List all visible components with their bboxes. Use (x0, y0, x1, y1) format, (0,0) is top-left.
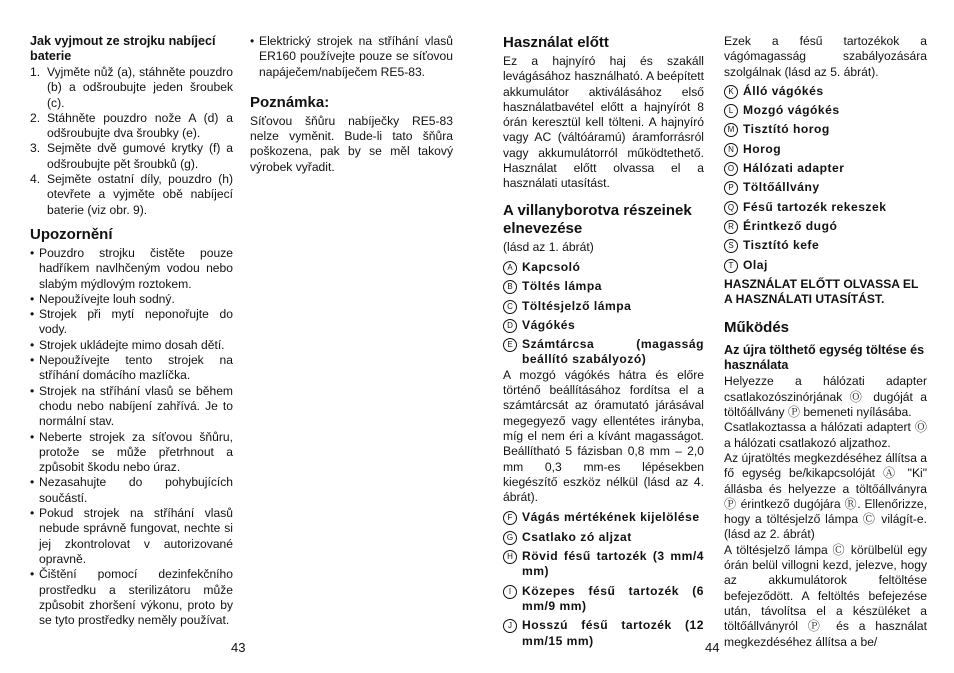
list-item: 2. Stáhněte pouzdro nože A (d) a odšroubujte dva šroubky (e). (30, 110, 233, 141)
warning-heading: Upozornění (30, 225, 113, 243)
charging-heading: Az újra tölthető egység töltése és használata (724, 343, 925, 373)
letter-circle-icon: S (724, 239, 738, 253)
parts-list-c (724, 84, 927, 273)
charging-text-3: Az újratöltés megkezdéséhez állítsa a fő egység be/kikapcsolóját Ⓐ "Ki" állásba és helyezze a töltőállványra Ⓟ érintkező dugójára Ⓡ. Ellenőrizze, hogy a töltésjelző lámpa Ⓒ világít-e. (lásd az 2. ábrát) (724, 450, 928, 542)
before-use-text: Ez a hajnyíró haj és szakáll levágásához használható. A beépített akkumulátor aktiválásához első használatbavétel előtt a hajnyírót 8 órán keresztül kell tölteni. A hajnyíró vagy AC (váltóáramú) áramforrásról vagy akkumulátorról működtethető. Használat előtt olvassa el a használati utasítást. (503, 54, 704, 191)
letter-circle-icon: T (724, 259, 738, 273)
warning-list (30, 246, 233, 628)
list-item: K Álló vágókés (724, 84, 927, 99)
list-item: I Közepes fésű tartozék (6 mm/9 mm) (503, 584, 704, 615)
letter-circle-icon: M (724, 123, 738, 137)
battery-removal-heading: Jak vyjmout ze strojku nabíjecí baterie (30, 34, 216, 63)
letter-circle-icon: D (503, 319, 517, 333)
letter-circle-icon: P (724, 181, 738, 195)
adapter-note-list (250, 34, 453, 80)
column-4 (724, 34, 927, 650)
charging-text-1: Helyezze a hálózati adapter csatlakozószinórjának Ⓞ dugóját a töltőállvány Ⓟ bemeneti nyílásába. (724, 374, 927, 420)
letter-circle-icon: R (724, 220, 738, 234)
letter-circle-icon: B (503, 280, 517, 294)
list-item: • Pokud strojek na stříhání vlasů nebude správně fungovat, nechte si jej zkontrolovat v autorizované opravně. (30, 506, 233, 566)
column-1 (30, 34, 233, 628)
list-item: 4. Sejměte ostatní díly, pouzdro (h) otevřete a vyjměte obě nabíjecí baterie (viz obr. 9). (30, 172, 233, 217)
list-item: • Strojek při mytí neponořujte do vody. (30, 307, 233, 337)
list-item: • Nezasahujte do pohybujících součástí. (30, 475, 233, 505)
list-item: F Vágás mértékének kijelölése (503, 510, 704, 525)
column-2 (250, 34, 453, 175)
list-item: • Strojek ukládejte mimo dosah dětí. (30, 337, 225, 352)
list-item: • Čištění pomocí dezinfekčního prostředku a sterilizátoru může způsobit zhoršení výkonu, proto by se tyto prostředky neměly používat. (30, 567, 233, 628)
letter-circle-icon: F (503, 511, 517, 525)
note-heading: Poznámka: (250, 93, 330, 111)
list-item: 3. Sejměte dvě gumové krytky (f) a odšroubujte pět šroubků (g). (30, 141, 233, 171)
list-item: Q Fésű tartozék rekeszek (724, 200, 927, 215)
letter-circle-icon: O (724, 162, 738, 176)
list-item: L Mozgó vágókés (724, 103, 927, 118)
letter-circle-icon: G (503, 531, 517, 545)
letter-circle-icon: Q (724, 201, 738, 215)
list-item: • Nepoužívejte louh sodný. (30, 291, 175, 306)
list-item: H Rövid fésű tartozék (3 mm/4 mm) (503, 549, 704, 580)
list-item: O Hálózati adapter (724, 161, 927, 176)
charging-text-4: A töltésjelző lámpa Ⓒ körülbelül egy órán belül villogni kezd, jelezve, hogy az akkumulátorok feltöltése befejeződött. A feltöltés befejezése után, távolítsa el a készüléket a töltőállványról Ⓟ és a használat megkezdéséhez állítsa a be/ (724, 542, 927, 649)
parts-list-b (503, 510, 704, 648)
charging-text-2: Csatlakoztassa a hálózati adaptert Ⓞ a hálózati csatlakozó aljzathoz. (724, 420, 927, 450)
column-3 (503, 34, 704, 653)
list-item: 1. Vyjměte nůž (a), stáhněte pouzdro (b) a odšroubujte jeden šroubek (c). (30, 65, 233, 110)
list-item: J Hosszú fésű tartozék (12 mm/15 mm) (503, 618, 704, 649)
list-item: T Olaj (724, 258, 927, 273)
dial-description: A mozgó vágókés hátra és előre történő beállításához fordítsa el a számtárcsát az óramutató járásával megegyező vagy ellentétes irányba, míg el nem éri a kívánt magasságot. Beállítható 5 fázisban 0,8 mm – 2,0 mm 0,3 mm-es lépésekben kiegészítő eszköz nélkül (lásd az 4. ábrát). (503, 367, 704, 505)
parts-heading: A villanyborotva részeinek elnevezése (503, 201, 692, 237)
letter-circle-icon: K (724, 85, 738, 99)
list-item: • Elektrický strojek na stříhání vlasů ER160 používejte pouze se síťovou napáječem/nabíječem RE5-83. (250, 34, 453, 79)
list-item: S Tisztító kefe (724, 238, 927, 253)
letter-circle-icon: E (503, 338, 517, 352)
list-item: • Nepoužívejte tento strojek na stříhání domácího mazlíčka. (30, 353, 233, 383)
letter-circle-icon: N (724, 143, 738, 157)
letter-circle-icon: H (503, 550, 517, 564)
list-item: • Pouzdro strojku čistěte pouze hadříkem navlhčeným vodou nebo slabým mýdlovým roztokem. (30, 245, 233, 291)
list-item: R Érintkező dugó (724, 219, 927, 234)
page-number-left: 43 (231, 640, 246, 655)
page-number-right: 44 (705, 640, 720, 655)
list-item: B Töltés lámpa (503, 279, 704, 294)
list-item: D Vágókés (503, 318, 704, 333)
note-text: Síťovou šňůru nabíječky RE5-83 nelze vyměnit. Bude-li tato šňůra poškozena, pak by se měl takový výrobek vyřadit. (250, 113, 453, 174)
list-item: • Neberte strojek za síťovou šňůru, protože se může přetrhnout a způsobit škodu nebo úraz. (30, 429, 233, 475)
list-item: • Strojek na stříhání vlasů se během chodu nebo nabíjení zahřívá. Je to normální stav. (30, 383, 233, 429)
removal-steps (30, 65, 233, 218)
letter-circle-icon: L (724, 104, 738, 118)
list-item: C Töltésjelző lámpa (503, 299, 704, 314)
list-item: N Horog (724, 142, 927, 157)
list-item: P Töltőállvány (724, 180, 927, 195)
letter-circle-icon: I (503, 585, 517, 599)
list-item: E Számtárcsa (magasság beállító szabályozó) (503, 337, 704, 368)
list-item: A Kapcsoló (503, 260, 704, 275)
before-use-heading: Használat előtt (503, 34, 609, 51)
list-item: M Tisztító horog (724, 122, 927, 137)
list-item: G Csatlako zó aljzat (503, 530, 704, 545)
comb-intro: Ezek a fésű tartozékok a vágómagasság szabályozására szolgálnak (lásd az 5. ábrát). (724, 34, 927, 79)
parts-reference: (lásd az 1. ábrát) (503, 239, 594, 254)
operation-heading: Működés (724, 319, 790, 337)
caps-warning: HASZNÁLAT ELŐTT OLVASSA EL A HASZNÁLATI UTASÍTÁST. (724, 276, 919, 307)
parts-list-a (503, 260, 704, 368)
letter-circle-icon: A (503, 261, 517, 275)
letter-circle-icon: C (503, 300, 517, 314)
letter-circle-icon: J (503, 619, 517, 633)
